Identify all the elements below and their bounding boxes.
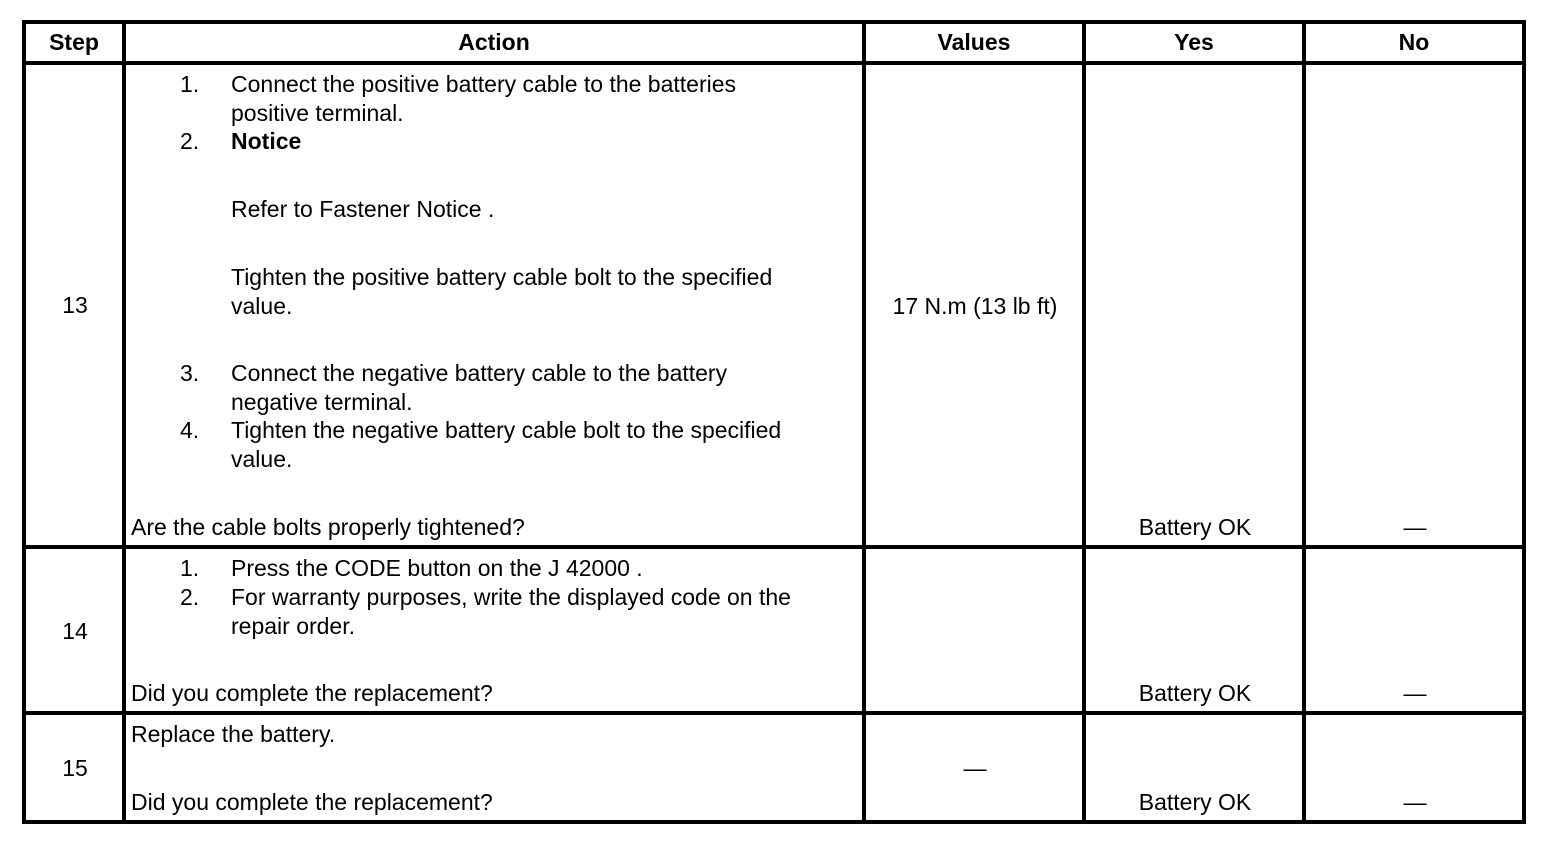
no-result: — [1403,789,1427,815]
header-values: Values [937,29,1011,55]
spec-value: 17 N.m (13 lb ft) [892,293,1058,319]
notice-text: Refer to Fastener Notice . [231,196,495,222]
action-text: value. [231,293,293,319]
action-text: positive terminal. [231,100,404,126]
action-text: Tighten the positive battery cable bolt to the specified [231,264,773,290]
yes-result: Battery OK [1138,789,1252,815]
header-step: Step [49,29,99,55]
list-number: 3. [180,360,200,386]
action-text: Tighten the negative battery cable bolt to the specified [231,417,782,443]
action-text: negative terminal. [231,389,413,415]
question-text: Did you complete the replacement? [131,789,493,815]
table-border-left [22,20,26,824]
action-text: value. [231,446,293,472]
list-number: 2. [180,584,200,610]
action-text: Replace the battery. [131,721,336,747]
yes-result: Battery OK [1138,680,1252,706]
question-text: Are the cable bolts properly tightened? [131,514,525,540]
action-text: Connect the positive battery cable to the batteries [231,71,737,97]
table-border-bottom [22,820,1526,824]
spec-value: — [963,755,987,781]
header-divider [22,61,1526,65]
column-divider [862,20,866,824]
action-text: For warranty purposes, write the displayed code on the [231,584,791,610]
list-number: 1. [180,71,200,97]
table-border-top [22,20,1526,24]
notice-title: Notice [231,128,302,154]
step-number: 13 [62,292,88,318]
no-result: — [1403,514,1427,540]
action-text: Connect the negative battery cable to the battery [231,360,728,386]
question-text: Did you complete the replacement? [131,680,493,706]
column-divider [122,20,126,824]
list-number: 2. [180,128,200,154]
action-text: Press the CODE button on the J 42000 . [231,555,643,581]
list-number: 1. [180,555,200,581]
header-no: No [1398,29,1430,55]
header-yes: Yes [1174,29,1214,55]
step-number: 14 [62,618,88,644]
yes-result: Battery OK [1138,514,1252,540]
step-number: 15 [62,755,88,781]
action-text: repair order. [231,613,356,639]
row-divider [22,711,1526,715]
list-number: 4. [180,417,200,443]
header-action: Action [458,29,530,55]
row-divider [22,545,1526,549]
no-result: — [1403,680,1427,706]
